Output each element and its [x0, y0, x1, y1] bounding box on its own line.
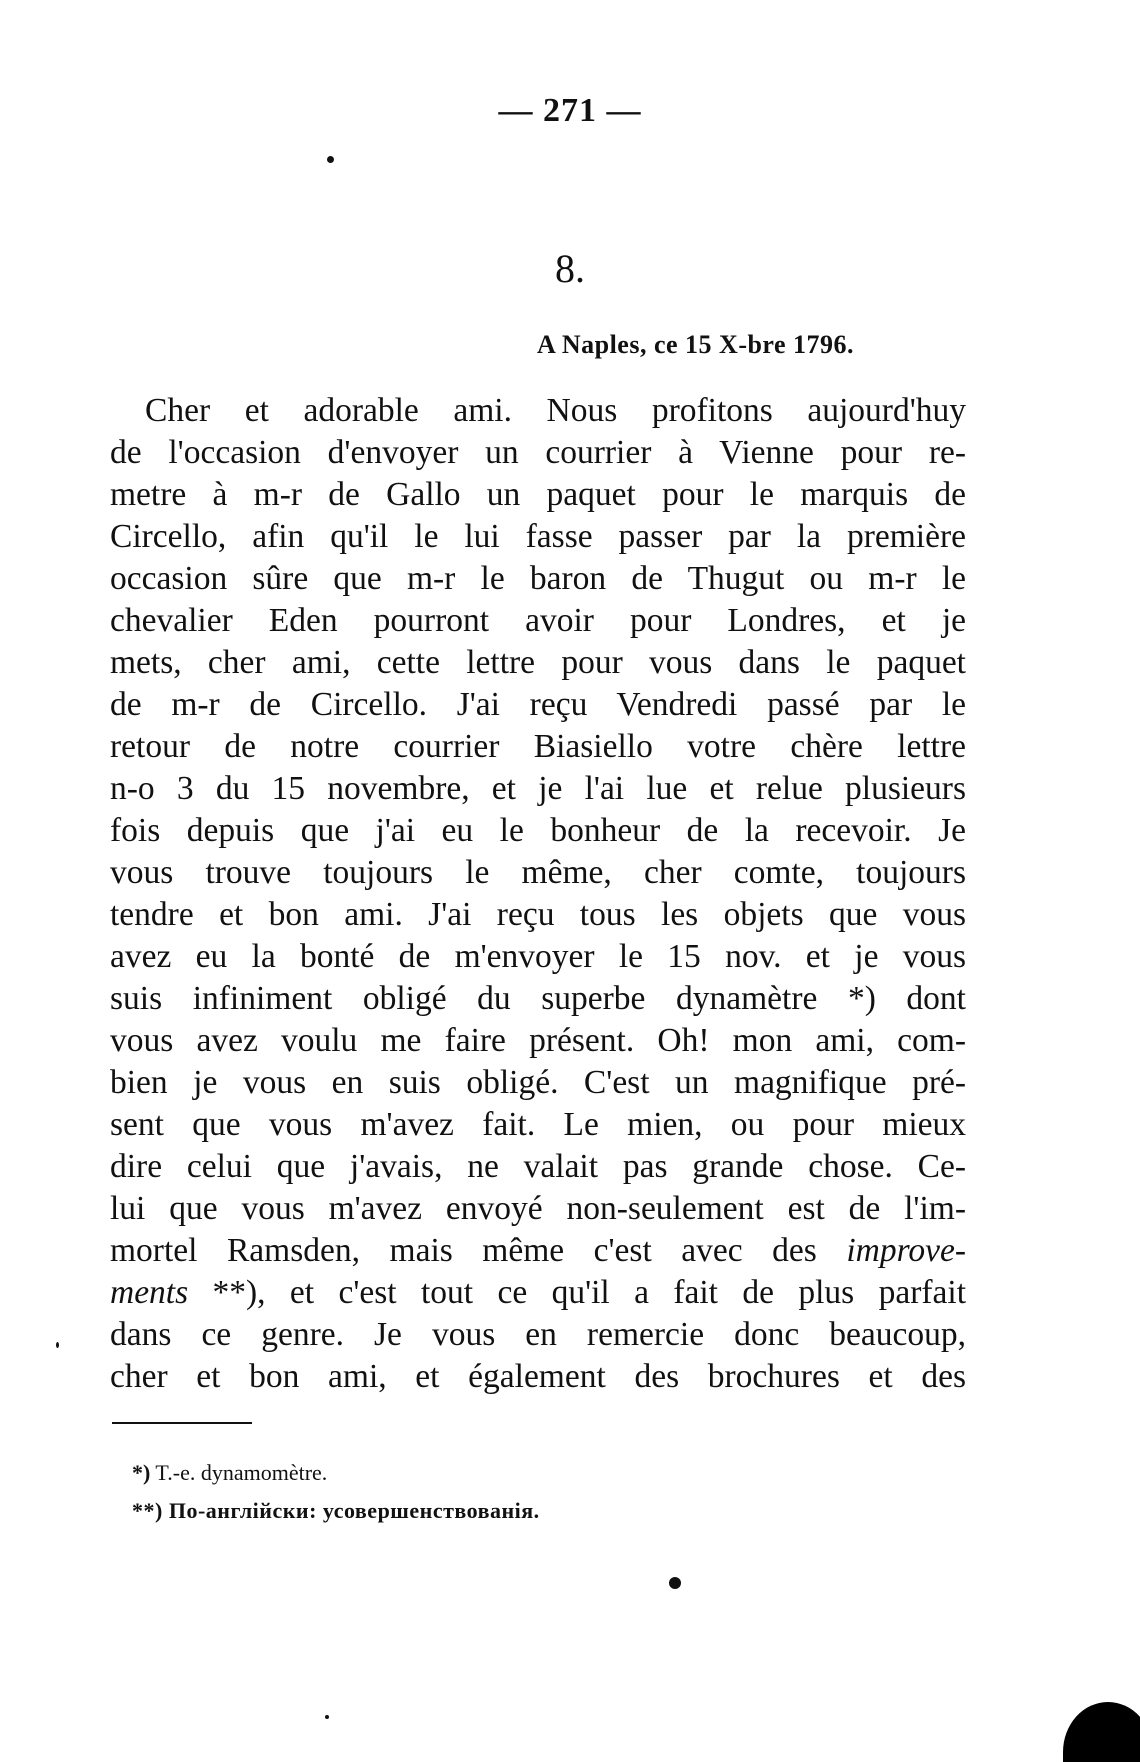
scan-speck [56, 1342, 59, 1348]
dateline: A Naples, ce 15 X-bre 1796. [537, 330, 855, 359]
body-line-text: mortel Ramsden, mais même c'est avec des [110, 1232, 817, 1269]
body-line: Cher et adorable ami. Nous profitons aujourd'huy [145, 392, 966, 429]
scan-blot [1063, 1702, 1140, 1762]
body-line: dire celui que j'avais, ne valait pas grande chose. Ce- [110, 1148, 966, 1185]
body-line: Circello, afin qu'il le lui fasse passer par la première [110, 518, 966, 555]
body-line: chevalier Eden pourront avoir pour Londres, et je [110, 602, 966, 639]
body-line: de l'occasion d'envoyer un courrier à Vienne pour re- [110, 434, 966, 471]
body-line: bien je vous en suis obligé. C'est un magnifique pré- [110, 1064, 966, 1101]
body-line: sent que vous m'avez fait. Le mien, ou pour mieux [110, 1106, 966, 1143]
body-line: metre à m-r de Gallo un paquet pour le marquis de [110, 476, 966, 513]
italic-word: ments [110, 1274, 189, 1311]
letter-number: 8. [555, 246, 585, 291]
body-line: cher et bon ami, et également des brochures et des [110, 1358, 966, 1395]
body-line-with-italic [110, 1272, 966, 1314]
body-line: lui que vous m'avez envoyé non-seulement est de l'im- [110, 1190, 966, 1227]
body-line: mets, cher ami, cette lettre pour vous dans le paquet [110, 644, 966, 681]
body-line: n-o 3 du 15 novembre, et je l'ai lue et relue plusieurs [110, 770, 966, 807]
body-line: occasion sûre que m-r le baron de Thugut ou m-r le [110, 560, 966, 597]
body-line-with-italic [110, 1230, 966, 1272]
footnote-mark: *) [132, 1460, 151, 1485]
scan-speck [327, 156, 334, 163]
body-line: suis infiniment obligé du superbe dynamètre *) dont [110, 980, 966, 1017]
scan-speck [325, 1715, 329, 1719]
footnote-1 [132, 1460, 327, 1486]
italic-word: improve- [846, 1232, 966, 1269]
body-line: de m-r de Circello. J'ai reçu Vendredi passé par le [110, 686, 966, 723]
footnote-mark: **) [132, 1498, 163, 1523]
body-line-text: **), et c'est tout ce qu'il a fait de plus parfait [188, 1274, 966, 1311]
body-line: vous trouve toujours le même, cher comte, toujours [110, 854, 966, 891]
page-number: — 271 — [498, 92, 642, 129]
body-line: fois depuis que j'ai eu le bonheur de la recevoir. Je [110, 812, 966, 849]
body-line: dans ce genre. Je vous en remercie donc beaucoup, [110, 1316, 966, 1353]
footnote-2 [132, 1498, 540, 1524]
body-line: vous avez voulu me faire présent. Oh! mon ami, com- [110, 1022, 966, 1059]
scan-speck [669, 1577, 681, 1589]
footnote-text: По-англійски: усовершенствованія. [162, 1498, 540, 1523]
body-line: retour de notre courrier Biasiello votre chère lettre [110, 728, 966, 765]
footnote-divider [112, 1422, 252, 1424]
body-line: avez eu la bonté de m'envoyer le 15 nov. et je vous [110, 938, 966, 975]
body-line: tendre et bon ami. J'ai reçu tous les objets que vous [110, 896, 966, 933]
footnote-text: T.-e. dynamomètre. [150, 1460, 328, 1485]
